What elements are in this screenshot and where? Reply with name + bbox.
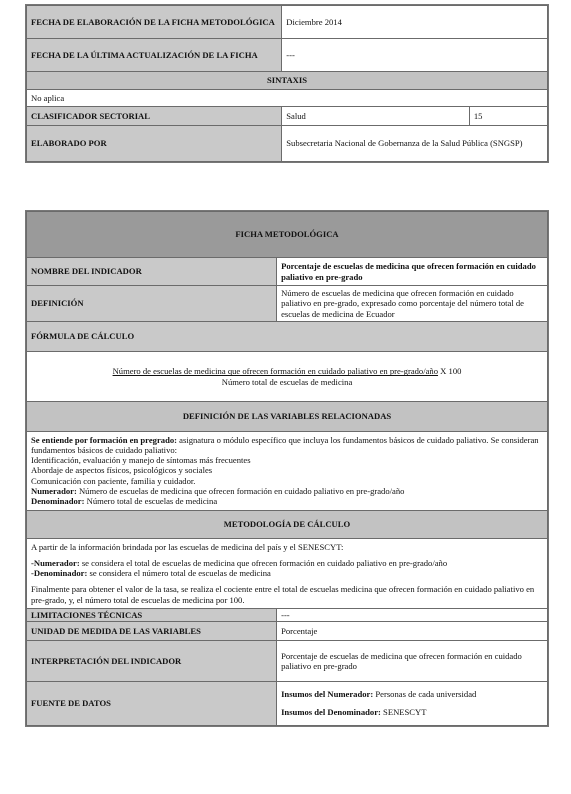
metodologia-p1: A partir de la información brindada por las escuelas de medicina del país y el SENESCYT: xyxy=(31,541,344,552)
metodologia-numerador xyxy=(31,558,543,568)
fuente-value xyxy=(277,681,548,725)
elaborado-label: ELABORADO POR xyxy=(27,126,282,162)
denominador-text: Número total de escuelas de medicina xyxy=(84,495,218,506)
fecha-elaboracion-label: FECHA DE ELABORACIÓN DE LA FICHA METODOLÓGICA xyxy=(27,6,282,39)
row-variables-header xyxy=(27,402,548,432)
variables-body xyxy=(27,432,548,511)
formula-label: FÓRMULA DE CÁLCULO xyxy=(27,322,548,352)
row-sintaxis-header xyxy=(27,72,548,90)
row-unidad xyxy=(27,621,548,640)
ficha-table xyxy=(26,211,548,726)
definicion-label: DEFINICIÓN xyxy=(27,286,277,322)
row-ficha-title xyxy=(27,212,548,258)
formula-top-line xyxy=(31,366,543,376)
formula-denominator: Número total de escuelas de medicina xyxy=(221,376,353,387)
row-metodologia-header xyxy=(27,510,548,538)
formula-numerator: Número de escuelas de medicina que ofrecen formación en cuidado paliativo en pre-grado/año xyxy=(112,366,439,377)
clasificador-code: 15 xyxy=(469,107,547,126)
fuente-den-label: Insumos del Denominador: xyxy=(281,707,381,718)
clasificador-value: Salud xyxy=(282,107,470,126)
formula-multiplier: X 100 xyxy=(438,366,462,377)
metadata-table xyxy=(26,5,548,162)
variables-numerador xyxy=(31,486,543,496)
interpretacion-value: Porcentaje de escuelas de medicina que ofrecen formación en cuidado paliativo en pre-grado xyxy=(277,640,548,681)
interpretacion-label: INTERPRETACIÓN DEL INDICADOR xyxy=(27,640,277,681)
ficha-title: FICHA METODOLÓGICA xyxy=(27,212,548,258)
metodologia-denominador xyxy=(31,568,543,578)
variables-intro xyxy=(31,435,543,455)
row-elaborado xyxy=(27,126,548,162)
limitaciones-value: --- xyxy=(277,608,548,621)
row-sintaxis-value xyxy=(27,90,548,107)
row-clasificador xyxy=(27,107,548,126)
row-definicion xyxy=(27,286,548,322)
nombre-label: NOMBRE DEL INDICADOR xyxy=(27,258,277,286)
fuente-num-label: Insumos del Numerador: xyxy=(281,689,374,700)
variables-intro-rest: asignatura o módulo específico que incluya los fundamentos básicos de cuidado paliativo. Se consideran fundamentos básicos de cuidado paliativo: xyxy=(31,435,539,456)
row-fuente xyxy=(27,681,548,725)
variables-item: Comunicación con paciente, familia y cuidador. xyxy=(31,475,196,486)
fecha-actualizacion-value: --- xyxy=(282,39,548,72)
fuente-denominador xyxy=(281,707,543,717)
fuente-num-value: Personas de cada universidad xyxy=(373,689,477,700)
spacer xyxy=(281,699,543,707)
metodologia-header: METODOLOGÍA DE CÁLCULO xyxy=(27,510,548,538)
row-metodologia-body xyxy=(27,538,548,608)
row-interpretacion xyxy=(27,640,548,681)
fuente-numerador xyxy=(281,689,543,699)
row-nombre xyxy=(27,258,548,286)
row-limitaciones xyxy=(27,608,548,621)
limitaciones-label: LIMITACIONES TÉCNICAS xyxy=(27,608,277,621)
row-formula-label xyxy=(27,322,548,352)
variables-header: DEFINICIÓN DE LAS VARIABLES RELACIONADAS xyxy=(27,402,548,432)
sintaxis-header: SINTAXIS xyxy=(27,72,548,90)
fuente-label: FUENTE DE DATOS xyxy=(27,681,277,725)
numerador-text: Número de escuelas de medicina que ofrecen formación en cuidado paliativo en pre-grado/año xyxy=(76,485,405,496)
fecha-elaboracion-value: Diciembre 2014 xyxy=(282,6,548,39)
ficha-table-frame xyxy=(25,210,549,727)
unidad-value: Porcentaje xyxy=(277,621,548,640)
row-fecha-actualizacion xyxy=(27,39,548,72)
numerador-label: Numerador: xyxy=(31,485,77,496)
elaborado-value: Subsecretaria Nacional de Gobernanza de la Salud Pública (SNGSP) xyxy=(282,126,548,162)
metadata-table-frame xyxy=(25,4,549,163)
metodologia-p3: Finalmente para obtener el valor de la tasa, se realiza el cociente entre el total de escuelas medicina que ofrecen formación en cuidado paliativo en pre-grado, y, el número total de escuelas de medicina por 100. xyxy=(31,584,535,605)
metodologia-den-label: -Denominador: xyxy=(31,568,88,579)
variables-item: Identificación, evaluación y manejo de síntomas más frecuentes xyxy=(31,455,251,466)
fecha-actualizacion-label: FECHA DE LA ÚLTIMA ACTUALIZACIÓN DE LA FICHA xyxy=(27,39,282,72)
row-variables-body xyxy=(27,432,548,511)
variables-intro-bold: Se entiende por formación en pregrado: xyxy=(31,435,178,445)
metodologia-num-label: -Numerador: xyxy=(31,558,80,569)
metodologia-num-text: se considera el total de escuelas de medicina que ofrecen formación en cuidado paliativo en pre-grado/año xyxy=(79,558,448,569)
variables-denominador xyxy=(31,496,543,506)
nombre-value: Porcentaje de escuelas de medicina que ofrecen formación en cuidado paliativo en pre-grado xyxy=(277,258,548,286)
metodologia-body xyxy=(27,538,548,608)
clasificador-label: CLASIFICADOR SECTORIAL xyxy=(27,107,282,126)
denominador-label: Denominador: xyxy=(31,495,85,506)
definicion-value: Número de escuelas de medicina que ofrecen formación en cuidado paliativo en pre-grado, expresado como porcentaje del número total de escuelas de medicina de Ecuador xyxy=(277,286,548,322)
row-fecha-elaboracion xyxy=(27,6,548,39)
fuente-den-value: SENESCYT xyxy=(380,707,427,718)
row-formula xyxy=(27,352,548,402)
unidad-label: UNIDAD DE MEDIDA DE LAS VARIABLES xyxy=(27,621,277,640)
metodologia-den-text: se considera el número total de escuelas de medicina xyxy=(87,568,271,579)
variables-item: Abordaje de aspectos físicos, psicológicos y sociales xyxy=(31,465,213,476)
sintaxis-value: No aplica xyxy=(27,90,548,107)
formula-cell xyxy=(27,352,548,402)
